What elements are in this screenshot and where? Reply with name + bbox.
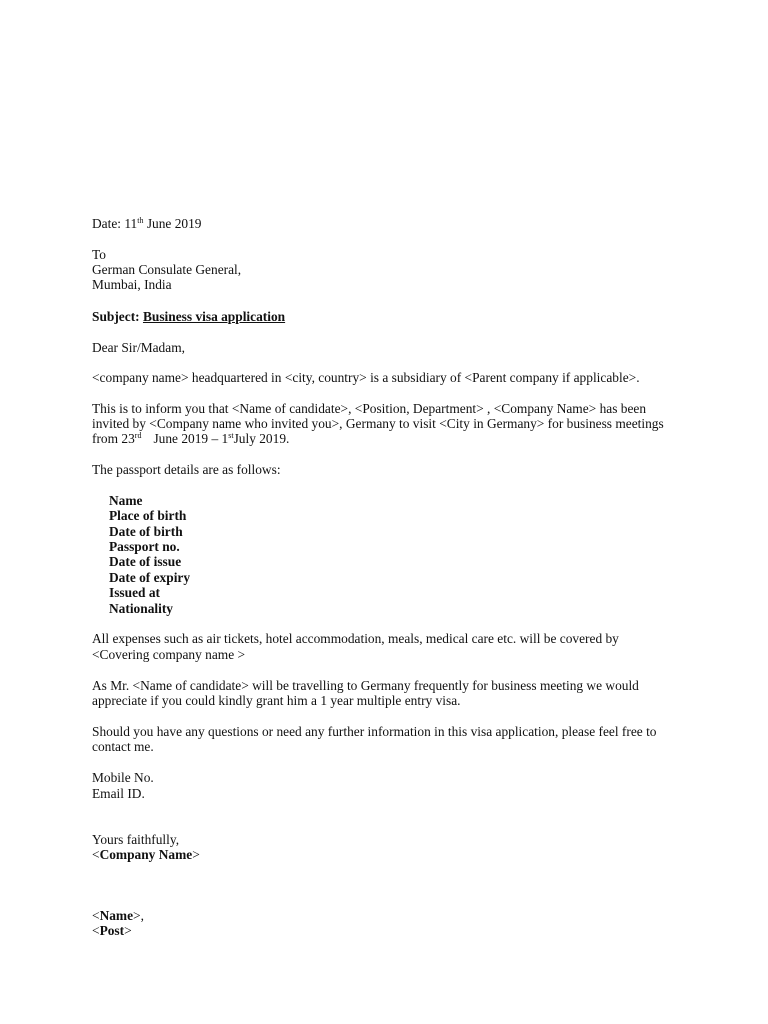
signature-name-close: >,	[133, 908, 144, 923]
questions-line-2: contact me.	[92, 739, 154, 754]
contact-mobile: Mobile No.	[92, 770, 154, 785]
subject-text: Business visa application	[142, 309, 286, 324]
closing-company-close: >	[192, 847, 200, 862]
recipient-to: To	[92, 247, 106, 262]
signature-name	[92, 908, 144, 923]
intro-paragraph: <company name> headquartered in <city, country> is a subsidiary of <Parent company if applicable>.	[92, 370, 640, 385]
inform-from: from 23	[92, 431, 135, 446]
closing-company-name: Company Name	[99, 847, 193, 862]
signature-name-text: Name	[99, 908, 134, 923]
date-prefix: Date: 11	[92, 216, 138, 231]
date-ordinal-suffix: th	[137, 216, 144, 225]
valediction: Yours faithfully,	[92, 832, 180, 847]
inform-ordinal-2: st	[228, 431, 234, 440]
closing-company	[92, 847, 200, 862]
inform-ordinal-1: rd	[134, 431, 142, 440]
date-rest: June 2019	[143, 216, 202, 231]
signature-post-text: Post	[99, 923, 125, 938]
questions-line-1: Should you have any questions or need any further information in this visa application, please feel free to	[92, 724, 657, 739]
signature-post-close: >	[124, 923, 132, 938]
request-line-2: appreciate if you could kindly grant him a 1 year multiple entry visa.	[92, 693, 461, 708]
passport-field-name: Name	[109, 493, 143, 508]
contact-email: Email ID.	[92, 786, 145, 801]
inform-end: July 2019.	[233, 431, 290, 446]
passport-field-passport-no: Passport no.	[109, 539, 180, 554]
passport-field-place-of-birth: Place of birth	[109, 508, 187, 523]
signature-post	[92, 923, 132, 938]
passport-field-issued-at: Issued at	[109, 585, 160, 600]
recipient-org: German Consulate General,	[92, 262, 242, 277]
salutation: Dear Sir/Madam,	[92, 340, 185, 355]
date-line	[92, 216, 202, 231]
inform-line-3	[92, 431, 289, 446]
passport-field-date-of-issue: Date of issue	[109, 554, 182, 569]
inform-line-1: This is to inform you that <Name of candidate>, <Position, Department> , <Company Name> has been	[92, 401, 647, 416]
subject-label: Subject:	[92, 309, 143, 324]
recipient-city: Mumbai, India	[92, 277, 172, 292]
passport-field-date-of-birth: Date of birth	[109, 524, 183, 539]
inform-line-2: invited by <Company name who invited you>, Germany to visit <City in Germany> for business meetings	[92, 416, 664, 431]
request-line-1: As Mr. <Name of candidate> will be travelling to Germany frequently for business meeting we would	[92, 678, 639, 693]
inform-range: June 2019 – 1	[153, 431, 229, 446]
passport-field-date-of-expiry: Date of expiry	[109, 570, 191, 585]
expenses-line-2: <Covering company name >	[92, 647, 246, 662]
passport-field-nationality: Nationality	[109, 601, 173, 616]
signature-name-open: <	[92, 908, 100, 923]
subject-line	[92, 309, 285, 324]
expenses-line-1: All expenses such as air tickets, hotel accommodation, meals, medical care etc. will be covered by	[92, 631, 619, 646]
closing-company-open: <	[92, 847, 100, 862]
signature-post-open: <	[92, 923, 100, 938]
passport-intro: The passport details are as follows:	[92, 462, 281, 477]
